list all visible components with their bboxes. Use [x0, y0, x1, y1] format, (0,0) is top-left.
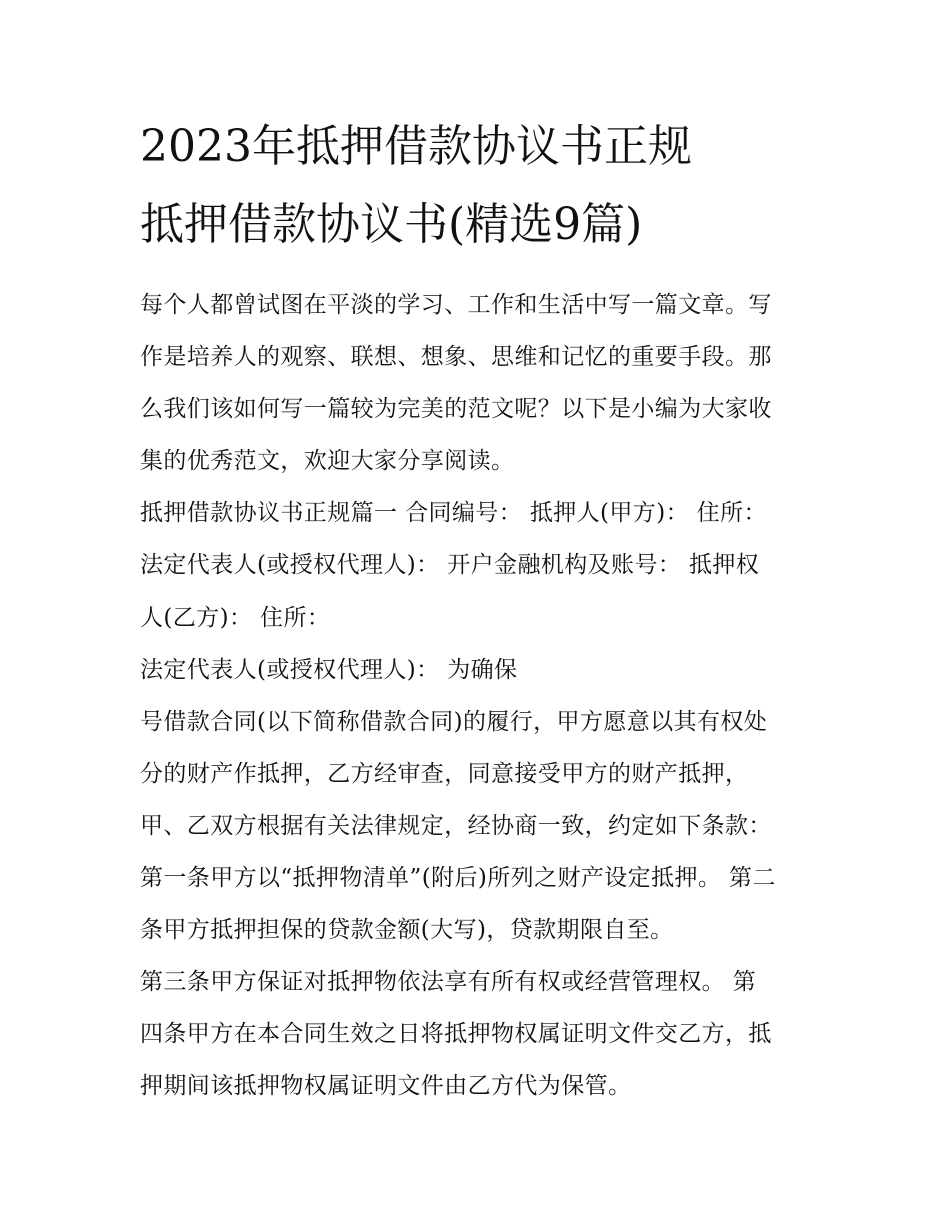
document-body: [140, 279, 820, 1113]
body-line: 么我们该如何写一篇较为完美的范文呢？以下是小编为大家收: [140, 396, 772, 423]
body-line: 人(乙方)： 住所：: [140, 604, 331, 631]
body-line: 法定代表人(或授权代理人)： 开户金融机构及账号： 抵押权: [140, 552, 760, 579]
body-line: 作是培养人的观察、联想、想象、思维和记忆的重要手段。那: [140, 344, 772, 371]
body-line: 每个人都曾试图在平淡的学习、工作和生活中写一篇文章。写: [140, 292, 772, 318]
document-title-line-1: 2023年抵押借款协议书正规: [140, 121, 692, 172]
body-line: 条甲方抵押担保的贷款金额(大写)，贷款期限自至。: [140, 917, 674, 944]
body-line: 集的优秀范文，欢迎大家分享阅读。: [140, 448, 515, 475]
body-line: 号借款合同(以下简称借款合同)的履行，甲方愿意以其有权处: [140, 708, 768, 735]
body-line: 法定代表人(或授权代理人)： 为确保: [140, 656, 518, 683]
body-line: 分的财产作抵押，乙方经审查，同意接受甲方的财产抵押，: [140, 760, 749, 787]
body-line: 押期间该抵押物权属证明文件由乙方代为保管。: [140, 1073, 632, 1100]
body-line: 抵押借款协议书正规篇一 合同编号： 抵押人(甲方)： 住所：: [140, 500, 767, 527]
body-line: 四条甲方在本合同生效之日将抵押物权属证明文件交乙方，抵: [140, 1021, 772, 1048]
body-line: 第一条甲方以“抵押物清单”(附后)所列之财产设定抵押。 第二: [140, 865, 776, 892]
body-line: 第三条甲方保证对抵押物依法享有所有权或经营管理权。 第: [140, 969, 757, 996]
document-title-line-2: 抵押借款协议书(精选9篇): [140, 199, 643, 250]
body-line: 甲、乙双方根据有关法律规定，经协商一致，约定如下条款：: [140, 812, 772, 839]
